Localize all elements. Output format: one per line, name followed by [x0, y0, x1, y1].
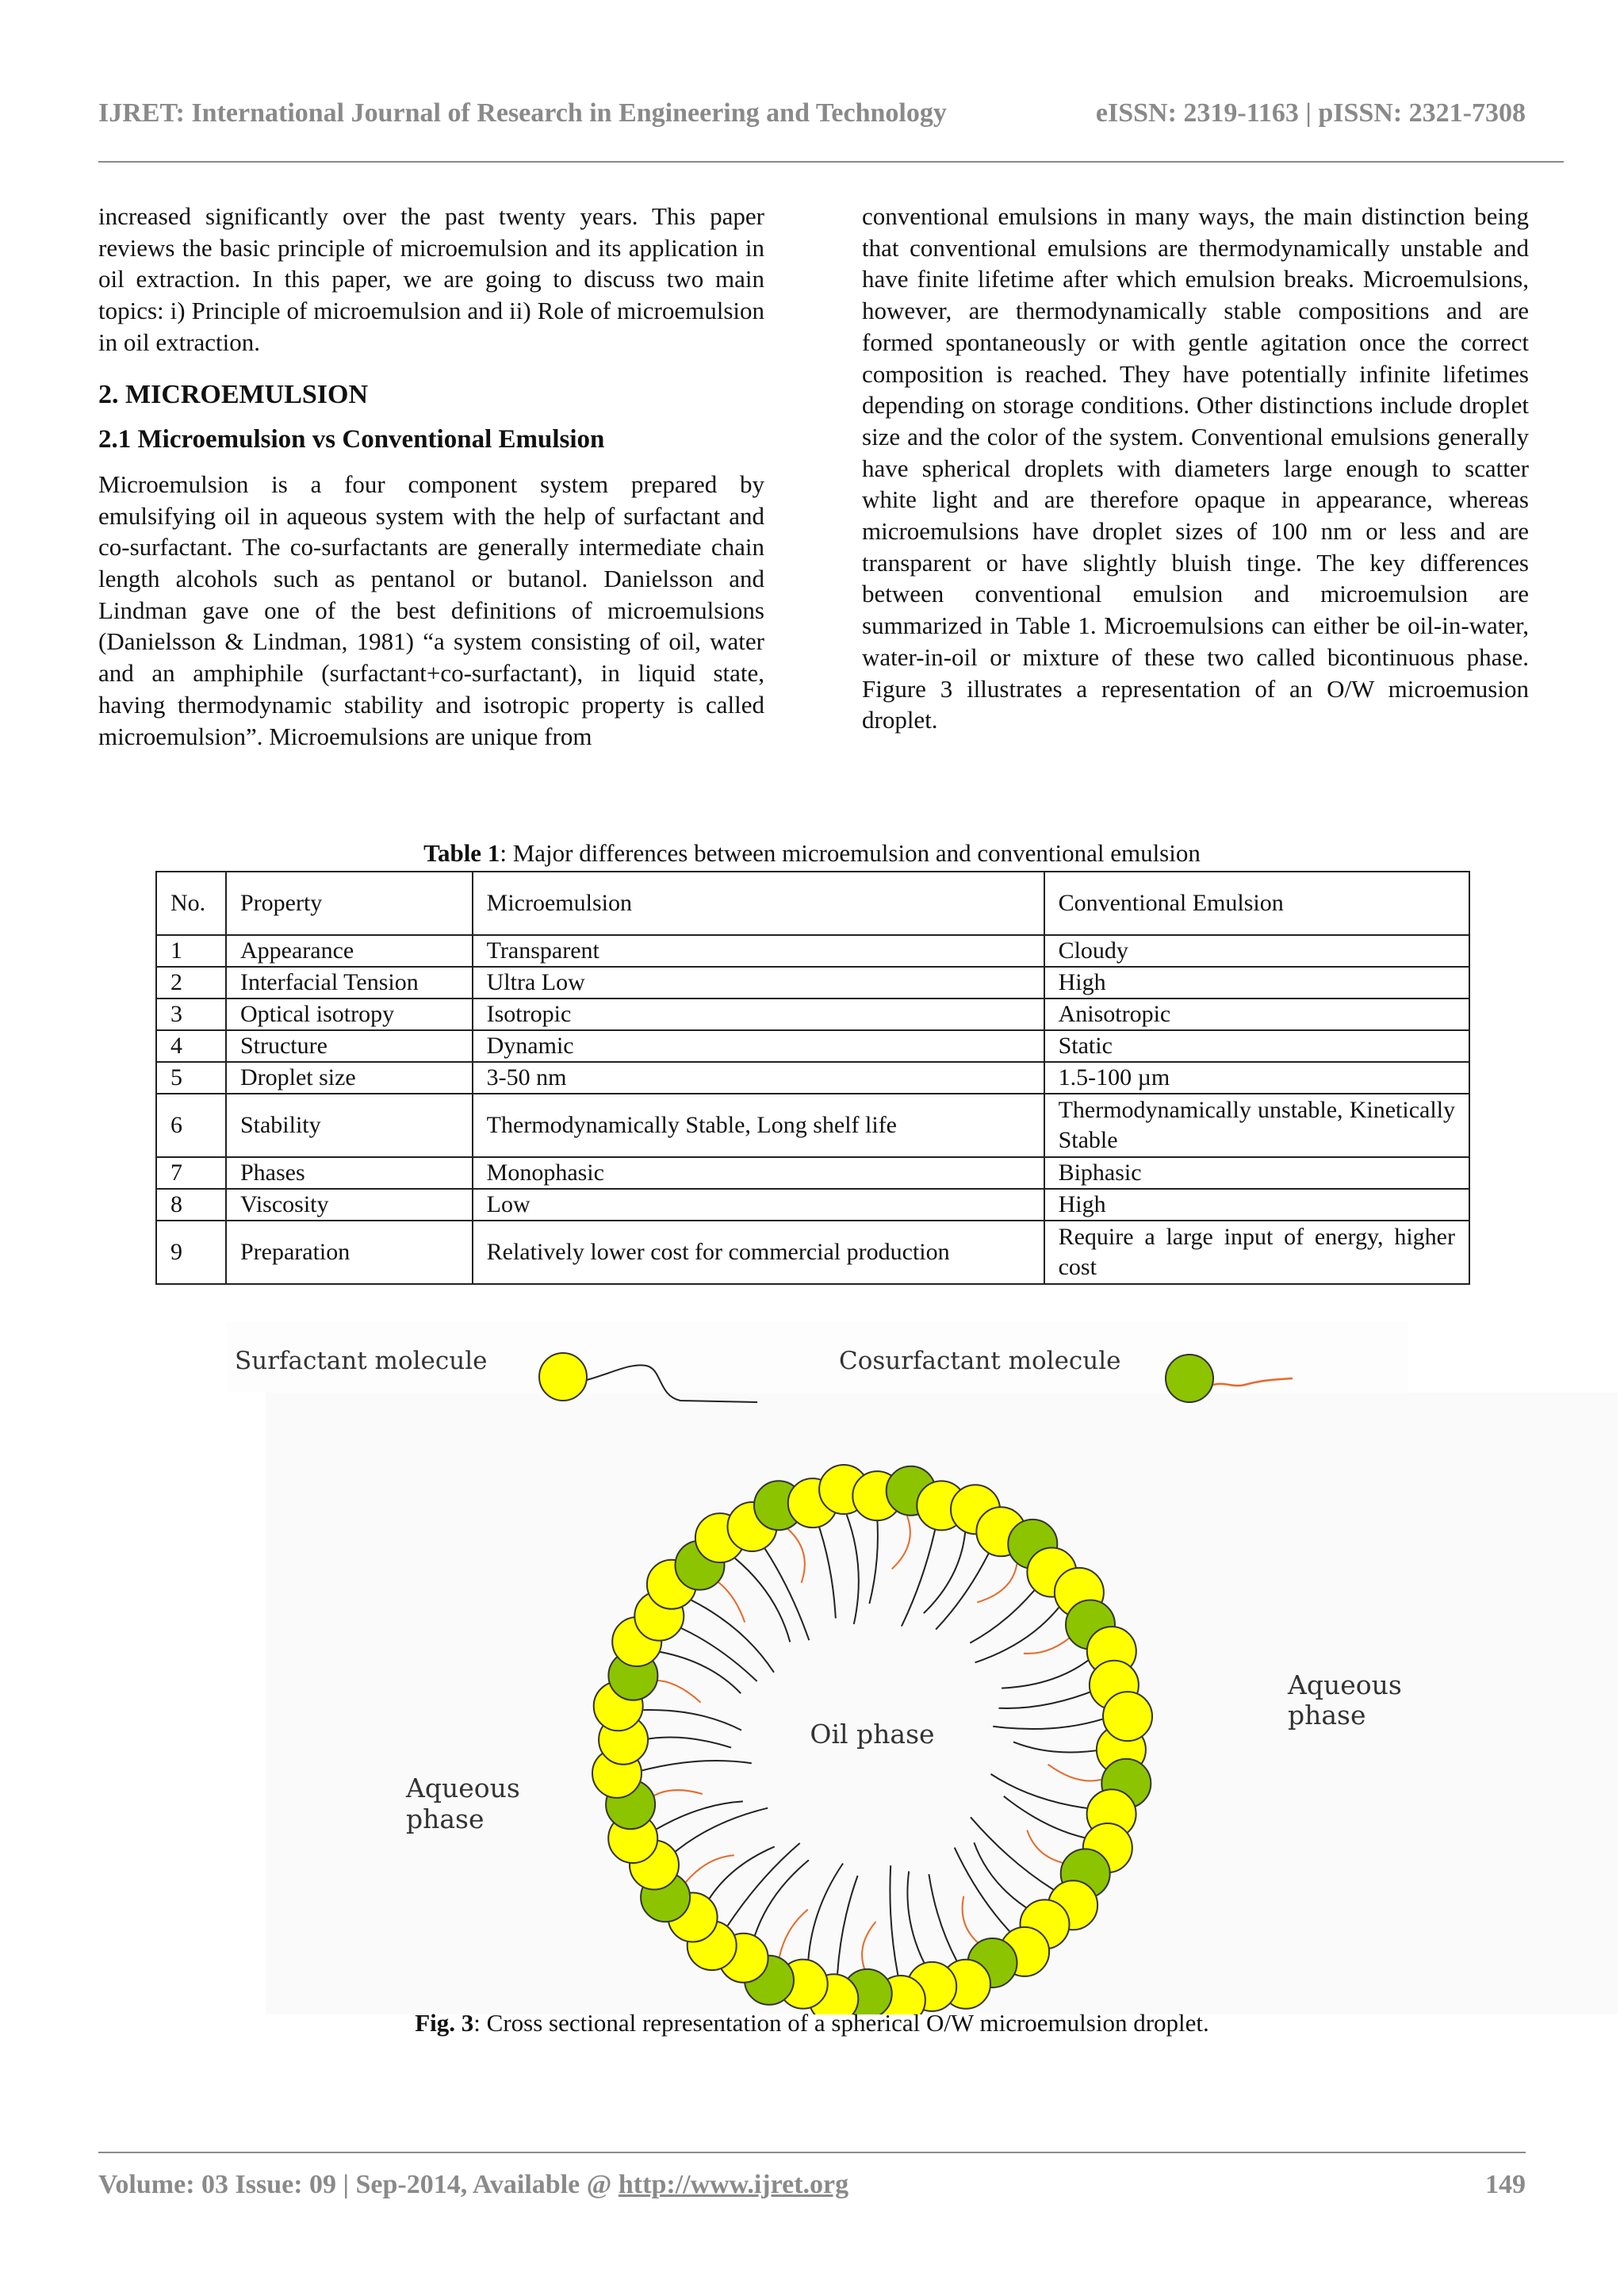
table-row: [156, 1157, 1469, 1189]
table-row: [156, 935, 1469, 967]
section-heading: 2. MICROEMULSION: [98, 379, 369, 409]
table-caption-label: Table 1: [423, 839, 500, 867]
table-cell: Optical isotropy: [226, 999, 473, 1030]
legend-cosurfactant-head: [1166, 1355, 1213, 1402]
table-cell: Require a large input of energy, higher cost: [1044, 1221, 1469, 1284]
figure-caption-label: Fig. 3: [415, 2009, 474, 2037]
running-header: [98, 98, 1526, 128]
table-cell: Ultra Low: [473, 967, 1044, 999]
oil-phase-label: Oil phase: [810, 1719, 935, 1750]
aqueous-phase-left-label: Aqueous: [406, 1773, 520, 1803]
table-cell: 3: [156, 999, 226, 1030]
table-row: [156, 1221, 1469, 1284]
table-cell: Phases: [226, 1157, 473, 1189]
surfactant-head: [1103, 1692, 1152, 1741]
table-row: [156, 967, 1469, 999]
figure-caption: [0, 2009, 1624, 2037]
microemulsion-droplet-figure: [222, 1317, 1618, 2014]
table-cell: Droplet size: [226, 1062, 473, 1094]
table-row: [156, 999, 1469, 1030]
table-cell: Isotropic: [473, 999, 1044, 1030]
table-cell: Anisotropic: [1044, 999, 1469, 1030]
right-column: [862, 201, 1529, 736]
table-header-cell: Microemulsion: [473, 872, 1044, 935]
issn: eISSN: 2319-1163 | pISSN: 2321-7308: [1095, 98, 1526, 128]
table-cell: Relatively lower cost for commercial production: [473, 1221, 1044, 1284]
table-row: [156, 1189, 1469, 1221]
table-cell: 4: [156, 1030, 226, 1062]
volume-text: Volume: 03 Issue: 09 | Sep-2014, Available @: [98, 2170, 619, 2199]
aqueous-phase-right-label: Aqueous: [1288, 1669, 1402, 1700]
table-cell: Transparent: [473, 935, 1044, 967]
table-cell: Thermodynamically Stable, Long shelf life: [473, 1094, 1044, 1157]
table-cell: Cloudy: [1044, 935, 1469, 967]
table-cell: Dynamic: [473, 1030, 1044, 1062]
table-cell: 1.5-100 µm: [1044, 1062, 1469, 1094]
table-cell: High: [1044, 967, 1469, 999]
table-caption-text: : Major differences between microemulsion and conventional emulsion: [500, 839, 1201, 867]
table-cell: 9: [156, 1221, 226, 1284]
legend-surfactant-head: [539, 1353, 587, 1401]
page-number: 149: [1485, 2170, 1526, 2199]
table-cell: Preparation: [226, 1221, 473, 1284]
table-row: [156, 1094, 1469, 1157]
aqueous-phase-left-label-2: phase: [406, 1803, 485, 1834]
table-row: [156, 1062, 1469, 1094]
body-paragraph-left: Microemulsion is a four component system prepared by emulsifying oil in aqueous system with the help of surfactant and co-surfactant. The co-surfactants are generally intermediate chain length alcohols such as pentanol or butanol. Danielsson and Lindman gave one of the best definitions of microemulsions (Danielsson & Lindman, 1981) “a system consisting of oil, water and an amphiphile (surfactant+co-surfactant), in liquid state, having thermodynamic stability and isotropic property is called microemulsion”. Microemulsions are unique from: [98, 470, 764, 750]
journal-link[interactable]: http://www.ijret.org: [618, 2170, 849, 2199]
table-cell: 8: [156, 1189, 226, 1221]
table-row: [156, 1030, 1469, 1062]
left-column: [98, 201, 764, 752]
table-cell: 2: [156, 967, 226, 999]
table-cell: Appearance: [226, 935, 473, 967]
footer-rule: [98, 2152, 1526, 2153]
table-cell: Monophasic: [473, 1157, 1044, 1189]
intro-paragraph: increased significantly over the past twenty years. This paper reviews the basic principle of microemulsion and its application in oil extraction. In this paper, we are going to discuss two main topics: i) Principle of microemulsion and ii) Role of microemulsion in oil extraction.: [98, 202, 764, 356]
table-cell: 5: [156, 1062, 226, 1094]
table-cell: 7: [156, 1157, 226, 1189]
table-cell: Interfacial Tension: [226, 967, 473, 999]
table-cell: Stability: [226, 1094, 473, 1157]
running-footer: [98, 2170, 1526, 2200]
table-cell: Thermodynamically unstable, Kinetically Stable: [1044, 1094, 1469, 1157]
figure-caption-text: : Cross sectional representation of a spherical O/W microemulsion droplet.: [473, 2009, 1209, 2037]
subsection-heading: 2.1 Microemulsion vs Conventional Emulsion: [98, 425, 605, 454]
table-cell: Biphasic: [1044, 1157, 1469, 1189]
aqueous-phase-right-label-2: phase: [1288, 1700, 1366, 1731]
volume-info: [98, 2170, 848, 2200]
header-rule: [98, 161, 1564, 163]
table-caption: [0, 839, 1624, 868]
body-paragraph-right: conventional emulsions in many ways, the main distinction being that conventional emulsions are thermodynamically unstable and have finite lifetime after which emulsion breaks. Microemulsions, however, are thermodynamically stable compositions and are formed spontaneously or with gentle agitation once the correct composition is reached. They have potentially infinite lifetimes depending on storage conditions. Other distinctions include droplet size and the color of the system. Conventional emulsions generally have spherical droplets with diameters large enough to scatter white light and are therefore opaque in appearance, whereas microemulsions have droplet sizes of 100 nm or less and are transparent or have slightly bluish tinge. The key differences between conventional emulsion and microemulsion are summarized in Table 1. Microemulsions can either be oil-in-water, water-in-oil or mixture of these two called bicontinuous phase. Figure 3 illustrates a representation of an O/W microemusion droplet.: [862, 202, 1529, 734]
table-cell: Low: [473, 1189, 1044, 1221]
table-cell: 1: [156, 935, 226, 967]
legend-surfactant-label: Surfactant molecule: [235, 1347, 488, 1375]
table-cell: Viscosity: [226, 1189, 473, 1221]
table-cell: Static: [1044, 1030, 1469, 1062]
table-header-cell: No.: [156, 872, 226, 935]
table-cell: High: [1044, 1189, 1469, 1221]
table-cell: 6: [156, 1094, 226, 1157]
comparison-table: [155, 871, 1470, 1285]
legend-cosurfactant-label: Cosurfactant molecule: [839, 1347, 1121, 1375]
journal-title: IJRET: International Journal of Research in Engineering and Technology: [98, 98, 947, 128]
table-header-cell: Conventional Emulsion: [1044, 872, 1469, 935]
table-cell: Structure: [226, 1030, 473, 1062]
table-header-row: [156, 872, 1469, 935]
table-header-cell: Property: [226, 872, 473, 935]
table-cell: 3-50 nm: [473, 1062, 1044, 1094]
